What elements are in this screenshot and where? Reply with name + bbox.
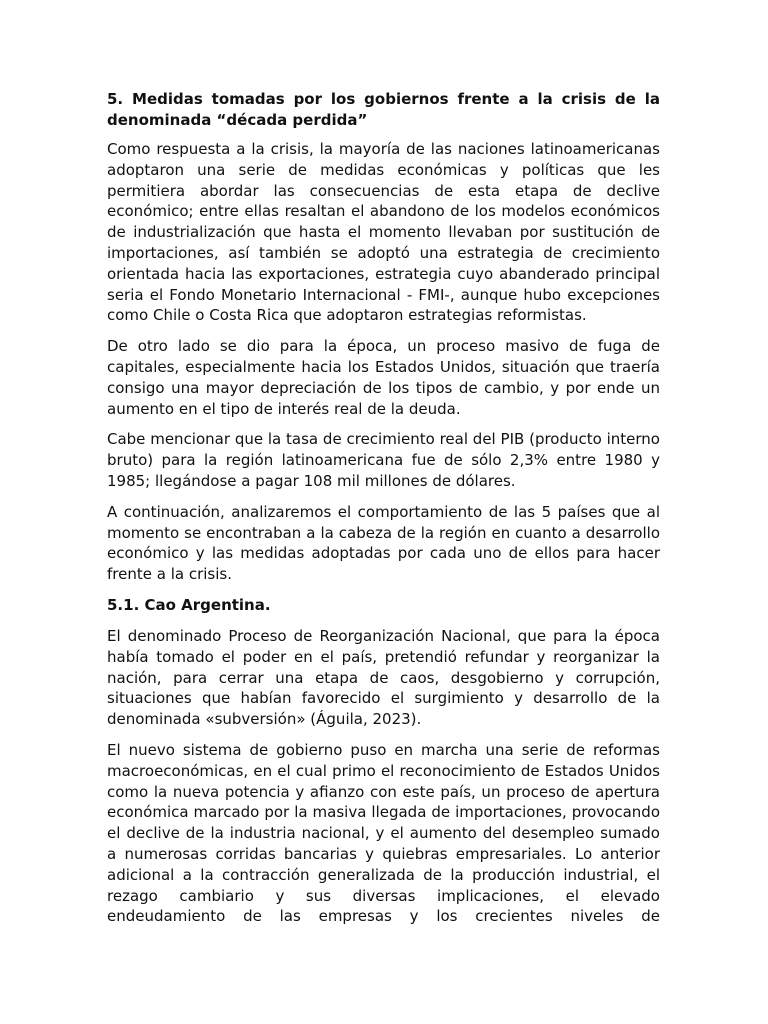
subsection-title: 5.1. Cao Argentina.	[107, 595, 271, 614]
paragraph-country-analysis: A continuación, analizaremos el comportamiento de las 5 países que al momento se encontraban a la cabeza de la región en cuanto a desarrollo económico y las medidas adoptadas por cada uno de ellos para hacer frente a la crisis.	[107, 502, 660, 584]
paragraph-crisis-response: Como respuesta a la crisis, la mayoría de las naciones latinoamericanas adoptaron una serie de medidas económicas y políticas que les permitiera abordar las consecuencias de esta etapa de declive económico; entre ellas resaltan el abandono de los modelos económicos de industrialización que hasta el momento llevaban por sustitución de importaciones, así también se adoptó una estrategia de crecimiento orientada hacia las exportaciones, estrategia cuyo abanderado principal seria el Fondo Monetario Internacional - FMI-, aunque hubo excepciones como Chile o Costa Rica que adoptaron estrategias reformistas.	[107, 140, 660, 325]
section-title: 5. Medidas tomadas por los gobiernos frente a la crisis de la denominada “década perdida”	[107, 90, 660, 129]
paragraph-gdp-growth: Cabe mencionar que la tasa de crecimiento real del PIB (producto interno bruto) para la región latinoamericana fue de sólo 2,3% entre 1980 y 1985; llegándose a pagar 108 mil millones de dólares.	[107, 430, 660, 490]
paragraph-reorganization-process: El denominado Proceso de Reorganización Nacional, que para la época había tomado el poder en el país, pretendió refundar y reorganizar la nación, para cerrar una etapa de caos, desgobierno y corrupción, situaciones que habían favorecido el surgimiento y desarrollo de la denominada «subversión» (Águila, 2023).	[107, 626, 660, 729]
paragraph-macroeconomic-reforms: El nuevo sistema de gobierno puso en marcha una serie de reformas macroeconómicas, en el cual primo el reconocimiento de Estados Unidos como la nueva potencia y afianzo con este país, un proceso de apertura económica marcado por la masiva llegada de importaciones, provocando el declive de la industria nacional, y el aumento del desempleo sumado a numerosas corridas bancarias y quiebras empresariales. Lo anterior adicional a la contracción generalizada de la producción industrial, el rezago cambiario y sus diversas implicaciones, el elevado endeudamiento de las empresas y los crecientes niveles de	[107, 740, 660, 926]
document-page	[107, 89, 660, 937]
paragraph-capital-flight: De otro lado se dio para la época, un proceso masivo de fuga de capitales, especialmente hacia los Estados Unidos, situación que traería consigo una mayor depreciación de los tipos de cambio, y por ende un aumento en el tipo de interés real de la deuda.	[107, 337, 660, 418]
